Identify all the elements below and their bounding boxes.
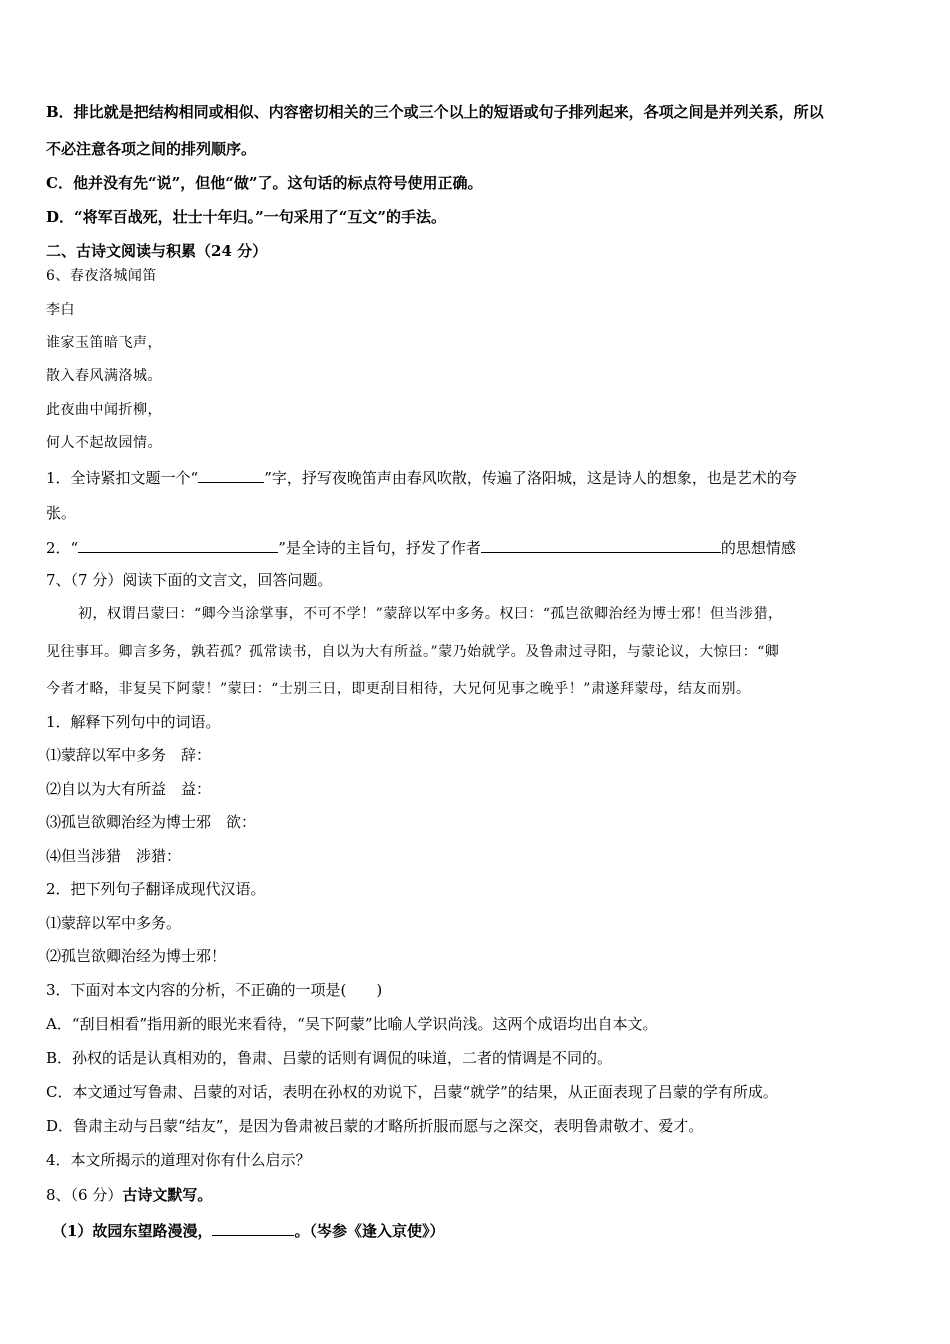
passage-line-3: 今者才略，非复吴下阿蒙！”蒙曰：“士别三日，即更刮目相待，大兄何见事之晚乎！”肃遂拜蒙母，结友而别。 (46, 681, 751, 697)
option-b-line-1: B．排比就是把结构相同或相似、内容密切相关的三个或三个以上的短语或句子排列起来，各项之间是并列关系，所以 (46, 103, 824, 121)
q7-1-item-2: ⑵自以为大有所益 益： (46, 780, 212, 798)
q8-number: 8、（6 分） (46, 1186, 123, 1204)
q7-2-item-1: ⑴蒙辞以军中多务。 (46, 914, 182, 932)
option-b-line-2: 不必注意各项之间的排列顺序。 (46, 140, 257, 158)
q7-1-item-1: ⑴蒙辞以军中多务 辞： (46, 746, 212, 764)
q6-2-middle: ”是全诗的主旨句，抒发了作者 (278, 539, 481, 557)
poem-line-2: 散入春风满洛城。 (46, 368, 162, 384)
q7-3-option-a: A．“刮目相看”指用新的眼光来看待，“吴下阿蒙”比喻人学识尚浅。这两个成语均出自本文。 (46, 1015, 658, 1033)
q7-3: 3．下面对本文内容的分析，不正确的一项是( ) (46, 981, 383, 999)
q7-3-option-b: B．孙权的话是认真相劝的，鲁肃、吕蒙的话则有调侃的味道，二者的情调是不同的。 (46, 1049, 613, 1067)
q8-heading: 古诗文默写。 (122, 1186, 213, 1204)
passage-line-1: 初，权谓吕蒙曰：“卿今当涂掌事，不可不学！”蒙辞以军中多务。权曰：“孤岂欲卿治经为博士邪！但当涉猎， (78, 606, 783, 622)
q8-title (46, 1185, 212, 1205)
q6-1 (46, 466, 797, 488)
poem-line-4: 何人不起故园情。 (46, 435, 162, 451)
option-d: D．“将军百战死，壮士十年归。”一句采用了“互文”的手法。 (46, 208, 447, 226)
q8-1 (52, 1219, 444, 1241)
q7-3-option-d: D．鲁肃主动与吕蒙“结友”，是因为鲁肃被吕蒙的才略所折服而愿与之深交，表明鲁肃敬才、爱才。 (46, 1117, 704, 1135)
answer-blank[interactable] (198, 466, 264, 483)
q7-2-item-2: ⑵孤岂欲卿治经为博士邪！ (46, 947, 227, 965)
q7-1: 1．解释下列句中的词语。 (46, 713, 221, 731)
q7-1-item-3: ⑶孤岂欲卿治经为博士邪 欲： (46, 813, 257, 831)
option-c: C．他并没有先“说”，但他“做”了。这句话的标点符号使用正确。 (46, 174, 483, 192)
q6-1-suffix: ”字，抒写夜晚笛声由春风吹散，传遍了洛阳城，这是诗人的想象，也是艺术的夸 (264, 469, 797, 487)
q7-1-item-4: ⑷但当涉猎 涉猎： (46, 847, 182, 865)
q8-1-prefix: （1）故园东望路漫漫， (52, 1222, 213, 1240)
q7-3-option-c: C．本文通过写鲁肃、吕蒙的对话，表明在孙权的劝说下，吕蒙“就学”的结果，从正面表现了吕蒙的学有所成。 (46, 1083, 778, 1101)
q6-1-continued: 张。 (46, 504, 77, 522)
q6-2 (46, 536, 796, 558)
passage-line-2: 见往事耳。卿言多务，孰若孤？孤常读书，自以为大有所益。”蒙乃始就学。及鲁肃过寻阳，与蒙论议，大惊曰：“卿 (46, 644, 780, 660)
q7-title: 7、（7 分）阅读下面的文言文，回答问题。 (46, 571, 333, 589)
q7-4: 4．本文所揭示的道理对你有什么启示？ (46, 1151, 311, 1169)
q6-title: 6、春夜洛城闻笛 (46, 268, 157, 284)
section-heading-2: 二、古诗文阅读与积累（24 分） (46, 242, 268, 260)
answer-blank[interactable] (212, 1219, 294, 1236)
q6-2-suffix: 的思想情感 (720, 539, 796, 557)
q8-1-suffix: 。（岑参《逢入京使》） (294, 1222, 445, 1240)
answer-blank[interactable] (481, 536, 721, 553)
poem-line-3: 此夜曲中闻折柳， (46, 402, 162, 418)
q7-2: 2．把下列句子翻译成现代汉语。 (46, 880, 266, 898)
q6-1-prefix: 1．全诗紧扣文题一个“ (46, 469, 199, 487)
q6-2-prefix: 2．“ (46, 539, 79, 557)
q6-author: 李白 (46, 302, 75, 318)
poem-line-1: 谁家玉笛暗飞声， (46, 335, 162, 351)
answer-blank[interactable] (78, 536, 278, 553)
